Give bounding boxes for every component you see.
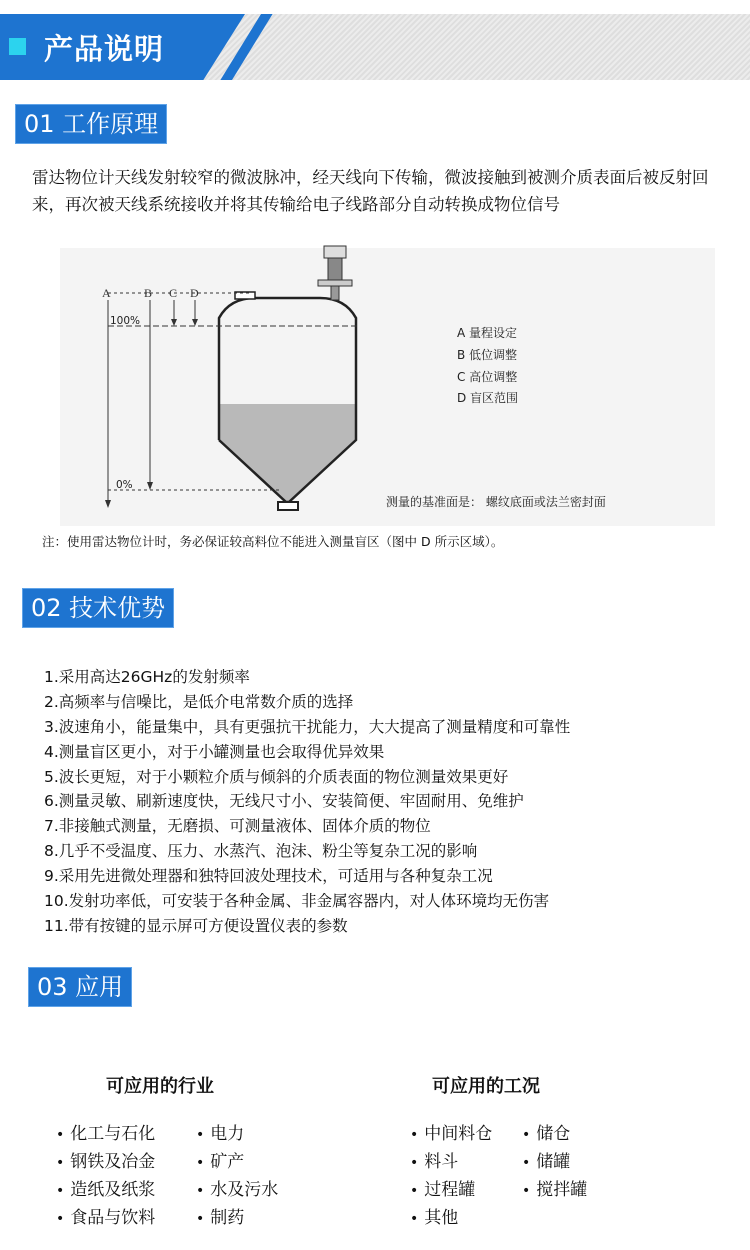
tank-outlet [278, 502, 298, 510]
letter-a: A [102, 286, 111, 300]
section-label-applications: 03 应用 [28, 967, 132, 1007]
conditions-title: 可应用的工况 [432, 1076, 540, 1097]
section-label-principle: 01 工作原理 [15, 104, 167, 144]
page-title: 产品说明 [44, 32, 165, 66]
tank-nozzle [235, 292, 255, 299]
list-item: 10.发射功率低，可安装于各种金属、非金属容器内，对人体环境均无伤害 [44, 892, 550, 911]
letter-b: B [144, 286, 153, 300]
industry-item: • 化工与石化 [56, 1124, 156, 1144]
industry-item: • 钢铁及冶金 [56, 1152, 156, 1172]
list-item: 1.采用高达26GHz的发射频率 [44, 668, 250, 686]
condition-item: • 搅拌罐 [522, 1180, 588, 1200]
list-item: 6.测量灵敏、刷新速度快，无线尺寸小、安装简便、牢固耐用、免维护 [44, 792, 524, 811]
reference-surface-text: 测量的基准面是： 螺纹底面或法兰密封面 [386, 495, 606, 509]
square-icon [9, 38, 26, 55]
industry-item: • 水及污水 [196, 1180, 279, 1200]
section-label-advantages: 02 技术优势 [22, 588, 174, 628]
industry-item: • 制药 [196, 1208, 245, 1228]
list-item: 7.非接触式测量，无磨损、可测量液体、固体介质的物位 [44, 817, 431, 836]
industry-item: • 食品与饮料 [56, 1208, 156, 1228]
industries-title: 可应用的行业 [106, 1076, 214, 1097]
condition-item: • 过程罐 [410, 1180, 476, 1200]
condition-item: • 储罐 [522, 1152, 571, 1172]
list-item: 5.波长更短，对于小颗粒介质与倾斜的介质表面的物位测量效果更好 [44, 767, 509, 786]
condition-item: • 储仓 [522, 1124, 571, 1144]
usage-note: 注：使用雷达物位计时，务必保证较高料位不能进入测量盲区（图中 D 所示区域）。 [42, 534, 504, 549]
header-banner [0, 14, 750, 80]
industry-item: • 造纸及纸浆 [56, 1180, 156, 1200]
radar-level-diagram [40, 240, 720, 530]
list-item: 2.高频率与信噪比，是低介电常数介质的选择 [44, 692, 354, 711]
legend-a: A 量程设定 [457, 326, 518, 340]
principle-paragraph: 雷达物位计天线发射较窄的微波脉冲，经天线向下传输，微波接触到被测介质表面后被反射回来，再次被天线系统接收并将其传输给电子线路部分自动转换成物位信号 [32, 168, 709, 214]
advantages-list [44, 665, 570, 939]
list-item: 4.测量盲区更小，对于小罐测量也会取得优异效果 [44, 742, 385, 761]
condition-item: • 其他 [410, 1208, 459, 1228]
list-item: 11.带有按键的显示屏可方便设置仪表的参数 [44, 916, 348, 935]
list-item: 3.波速角小，能量集中，具有更强抗干扰能力，大大提高了测量精度和可靠性 [44, 717, 571, 736]
legend-b: B 低位调整 [457, 348, 518, 362]
legend-c: C 高位调整 [457, 370, 518, 384]
list-item: 9.采用先进微处理器和独特回波处理技术，可适用与各种复杂工况 [44, 867, 493, 886]
condition-item: • 中间料仓 [410, 1124, 493, 1144]
diagram-panel [60, 248, 715, 526]
letter-d: D [190, 286, 199, 300]
level-100-label: 100% [110, 315, 141, 327]
industry-item: • 矿产 [196, 1152, 245, 1172]
condition-item: • 料斗 [410, 1152, 459, 1172]
list-item: 8.几乎不受温度、压力、水蒸汽、泡沫、粉尘等复杂工况的影响 [44, 842, 478, 861]
letter-c: C [169, 286, 178, 300]
level-0-label: 0% [116, 479, 133, 491]
industry-item: • 电力 [196, 1124, 245, 1144]
legend-d: D 盲区范围 [457, 391, 519, 405]
